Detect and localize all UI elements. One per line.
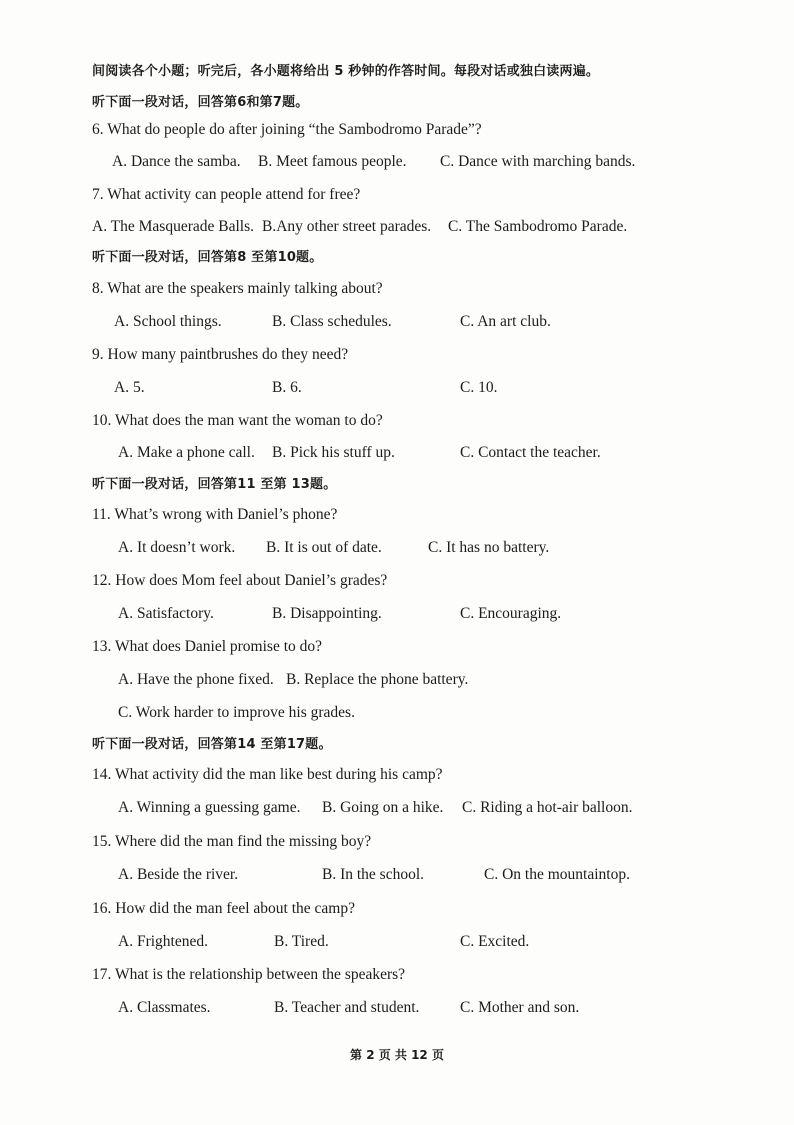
q14-option-b: B. Going on a hike. [322, 799, 444, 816]
question-7: 7. What activity can people attend for free? [92, 186, 361, 203]
q13-option-b: B. Replace the phone battery. [286, 671, 469, 688]
question-14: 14. What activity did the man like best during his camp? [92, 766, 443, 783]
question-12: 12. How does Mom feel about Daniel’s grades? [92, 572, 388, 589]
section-heading: 听下面一段对话，回答第11 至第 13题。 [92, 477, 337, 492]
section-heading: 听下面一段对话，回答第14 至第17题。 [92, 737, 332, 752]
q9-option-a: A. 5. [114, 379, 145, 396]
q16-option-a: A. Frightened. [118, 933, 208, 950]
q17-option-c: C. Mother and son. [460, 999, 580, 1016]
q15-option-b: B. In the school. [322, 866, 425, 883]
question-9: 9. How many paintbrushes do they need? [92, 346, 349, 363]
question-15: 15. Where did the man find the missing boy? [92, 833, 372, 850]
q7-option-b: B.Any other street parades. [262, 218, 432, 235]
q8-option-c: C. An art club. [460, 313, 551, 330]
q6-option-c: C. Dance with marching bands. [440, 153, 636, 170]
q12-option-a: A. Satisfactory. [118, 605, 214, 622]
page-footer: 第 2 页 共 12 页 [350, 1048, 444, 1062]
q7-option-a: A. The Masquerade Balls. [92, 218, 254, 235]
section-heading: 听下面一段对话，回答第6和第7题。 [92, 95, 309, 110]
q11-option-b: B. It is out of date. [266, 539, 382, 556]
question-17: 17. What is the relationship between the speakers? [92, 966, 406, 983]
question-6: 6. What do people do after joining “the Sambodromo Parade”? [92, 121, 482, 138]
q10-option-b: B. Pick his stuff up. [272, 444, 395, 461]
question-16: 16. How did the man feel about the camp? [92, 900, 355, 917]
q11-option-a: A. It doesn’t work. [118, 539, 236, 556]
q9-option-c: C. 10. [460, 379, 498, 396]
q14-option-a: A. Winning a guessing game. [118, 799, 301, 816]
q8-option-b: B. Class schedules. [272, 313, 392, 330]
question-8: 8. What are the speakers mainly talking about? [92, 280, 383, 297]
q13-option-a: A. Have the phone fixed. [118, 671, 274, 688]
q17-option-a: A. Classmates. [118, 999, 211, 1016]
q6-option-a: A. Dance the samba. [112, 153, 241, 170]
question-10: 10. What does the man want the woman to do? [92, 412, 383, 429]
intro-line: 间阅读各个小题；听完后，各小题将给出 5 秒钟的作答时间。每段对话或独白读两遍。 [92, 64, 600, 79]
q10-option-a: A. Make a phone call. [118, 444, 255, 461]
q15-option-c: C. On the mountaintop. [484, 866, 630, 883]
q15-option-a: A. Beside the river. [118, 866, 239, 883]
q11-option-c: C. It has no battery. [428, 539, 550, 556]
section-heading: 听下面一段对话，回答第8 至第10题。 [92, 250, 323, 265]
question-13: 13. What does Daniel promise to do? [92, 638, 323, 655]
q7-option-c: C. The Sambodromo Parade. [448, 218, 628, 235]
question-11: 11. What’s wrong with Daniel’s phone? [92, 506, 338, 523]
q8-option-a: A. School things. [114, 313, 222, 330]
q16-option-b: B. Tired. [274, 933, 329, 950]
q14-option-c: C. Riding a hot-air balloon. [462, 799, 633, 816]
q10-option-c: C. Contact the teacher. [460, 444, 601, 461]
q6-option-b: B. Meet famous people. [258, 153, 407, 170]
q12-option-c: C. Encouraging. [460, 605, 562, 622]
q12-option-b: B. Disappointing. [272, 605, 382, 622]
q16-option-c: C. Excited. [460, 933, 530, 950]
q9-option-b: B. 6. [272, 379, 302, 396]
q13-option-c: C. Work harder to improve his grades. [118, 704, 355, 721]
q17-option-b: B. Teacher and student. [274, 999, 420, 1016]
